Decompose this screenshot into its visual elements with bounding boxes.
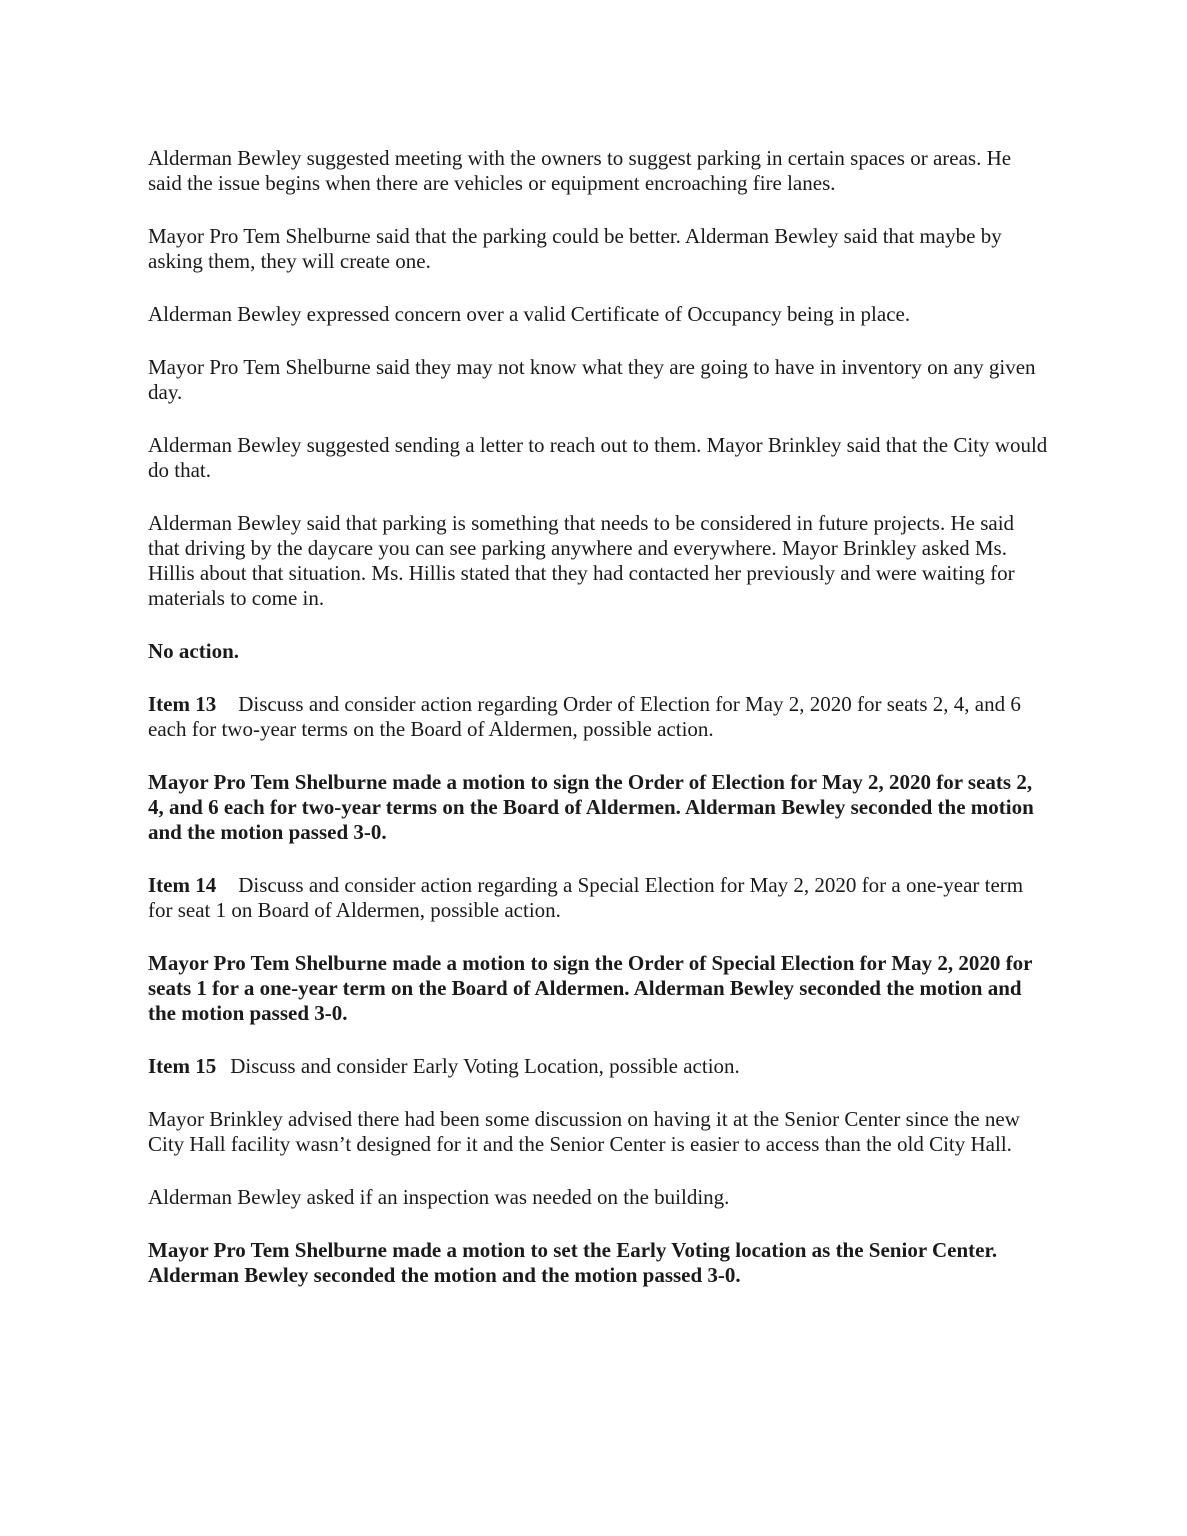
item-13-description: Discuss and consider action regarding Order of Election for May 2, 2020 for seats 2, 4, and 6 each for two-year terms on the Board of Aldermen, possible action.	[148, 692, 1021, 741]
paragraph-send-letter: Alderman Bewley suggested sending a letter to reach out to them. Mayor Brinkley said that the City would do that.	[148, 433, 1048, 482]
paragraph-daycare-parking: Alderman Bewley said that parking is something that needs to be considered in future projects. He said that driving by the daycare you can see parking anywhere and everywhere. Mayor Brinkley asked Ms. Hillis about that situation. Ms. Hillis stated that they had contacted her previously and were waiting for materials to come in.	[148, 511, 1015, 610]
agenda-item-14	[148, 873, 1048, 923]
item-15-discussion-inspection: Alderman Bewley asked if an inspection was needed on the building.	[148, 1185, 730, 1209]
no-action-note: No action.	[148, 639, 239, 663]
agenda-item-15	[148, 1054, 1048, 1079]
agenda-item-13	[148, 692, 1048, 742]
item-13-label: Item 13	[148, 692, 217, 716]
paragraph-inventory: Mayor Pro Tem Shelburne said they may not know what they are going to have in inventory on any given day.	[148, 355, 1036, 404]
item-14-description: Discuss and consider action regarding a Special Election for May 2, 2020 for a one-year term for seat 1 on Board of Aldermen, possible action.	[148, 873, 1024, 922]
item-15-motion: Mayor Pro Tem Shelburne made a motion to set the Early Voting location as the Senior Center. Alderman Bewley seconded the motion and the motion passed 3-0.	[148, 1238, 998, 1287]
document-body	[148, 146, 1048, 1316]
paragraph-parking-better: Mayor Pro Tem Shelburne said that the parking could be better. Alderman Bewley said that maybe by asking them, they will create one.	[148, 224, 1002, 273]
item-14-motion: Mayor Pro Tem Shelburne made a motion to sign the Order of Special Election for May 2, 2020 for seats 1 for a one-year term on the Board of Aldermen. Alderman Bewley seconded the motion and the motion passed 3-0.	[148, 951, 1033, 1025]
item-15-label: Item 15	[148, 1054, 217, 1078]
item-15-description: Discuss and consider Early Voting Location, possible action.	[230, 1054, 740, 1078]
item-14-label: Item 14	[148, 873, 217, 897]
paragraph-certificate-occupancy: Alderman Bewley expressed concern over a valid Certificate of Occupancy being in place.	[148, 302, 911, 326]
item-13-motion: Mayor Pro Tem Shelburne made a motion to sign the Order of Election for May 2, 2020 for seats 2, 4, and 6 each for two-year terms on the Board of Aldermen. Alderman Bewley seconded the motion and the motion passed 3-0.	[148, 770, 1034, 844]
paragraph-parking-owners: Alderman Bewley suggested meeting with the owners to suggest parking in certain spaces or areas. He said the issue begins when there are vehicles or equipment encroaching fire lanes.	[148, 146, 1012, 195]
item-15-discussion-senior-center: Mayor Brinkley advised there had been some discussion on having it at the Senior Center since the new City Hall facility wasn’t designed for it and the Senior Center is easier to access than the old City Hall.	[148, 1107, 1020, 1156]
